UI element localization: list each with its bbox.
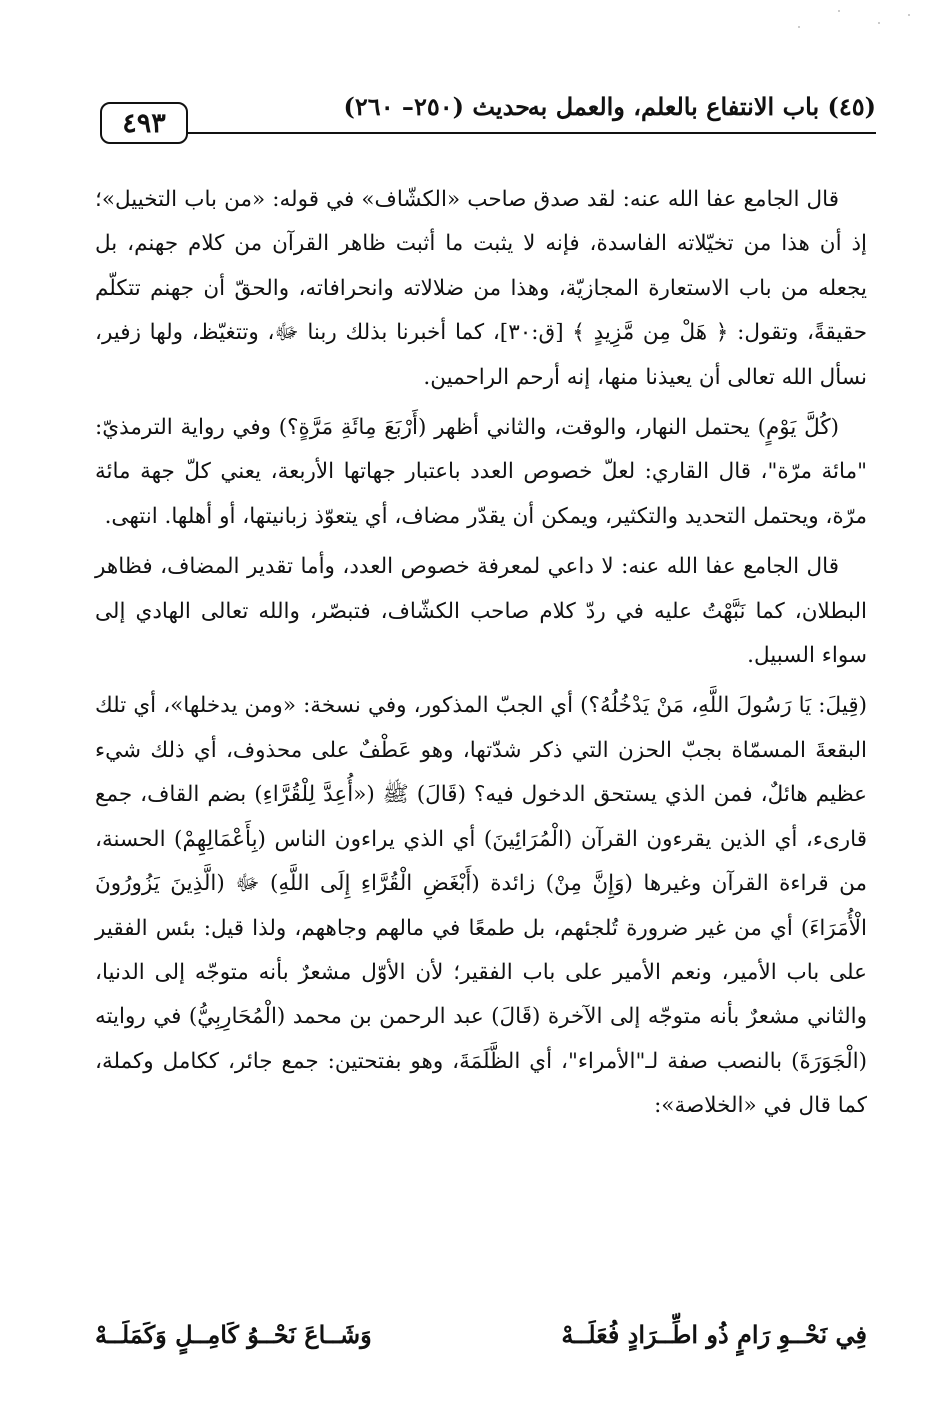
header-rule bbox=[182, 132, 876, 134]
scan-speckles bbox=[750, 0, 950, 40]
page-header bbox=[100, 92, 880, 148]
body-text bbox=[95, 178, 867, 1129]
page-number: ٤٩٣ bbox=[100, 102, 188, 144]
paragraph: (كُلَّ يَوْمٍ) يحتمل النهار، والوقت، والثاني أظهر (أَرْبَعَ مِائَةِ مَرَّةٍ؟) وفي رواية الترمذيّ: "مائة مرّة"، قال القاري: لعلّ خصوص العدد باعتبار جهاتها الأربعة، يعني كلّ جهة مائة مرّة، ويحتمل التحديد والتكثير، ويمكن أن يقدّر مضاف، أي يتعوّذ زبانيتها، أو أهلها. انتهى. bbox=[95, 415, 867, 529]
poetry-verse bbox=[95, 1312, 867, 1358]
verse-first-hemistich: فِي نَحْــوِ رَامٍ ذُو اطِّــرَادٍ فُعَلَــهْ bbox=[561, 1320, 867, 1349]
paragraph: قال الجامع عفا الله عنه: لقد صدق صاحب «الكشّاف» في قوله: «من باب التخييل»؛ إذ أن هذا من تخيّلاته الفاسدة، فإنه لا يثبت ما أثبت ظاهر القرآن من كلام جهنم، بل يجعله من باب الاستعارة المجازيّة، وهذا من ضلالاته وانحرافاته، والحقّ أن جهنم تتكلّم حقيقةً، وتقول: ﴿ هَلْ مِن مَّزِيدٍ ﴾ [ق:٣٠]، كما أخبرنا بذلك ربنا ﷻ، وتتغيّظ، ولها زفير، نسأل الله تعالى أن يعيذنا منها، إنه أرحم الراحمين. bbox=[95, 187, 868, 390]
hadith-range: حديث (٢٥٠– ٢٦٠) bbox=[343, 92, 530, 121]
chapter-title: (٤٥) باب الانتفاع بالعلم، والعمل به bbox=[527, 92, 876, 121]
paragraph: (قِيلَ: يَا رَسُولَ اللَّهِ، مَنْ يَدْخُلُهُ؟) أي الجبّ المذكور، وفي نسخة: «ومن يدخلها»، أي تلك البقعةَ المسمّاة بجبّ الحزن التي ذكر شدّتها، وهو عَطْفٌ على محذوف، أي ذلك شيء عظيم هائلٌ، فمن الذي يستحق الدخول فيه؟ (قَالَ) ﷺ («أُعِدَّ لِلْقُرَّاءِ) بضم القاف، جمع قارىء، أي الذين يقرءون القرآن (الْمُرَائِينَ) أي الذي يراءون الناس (بِأَعْمَالِهِمْ) الحسنة، من قراءة القرآن وغيرها (وَإِنَّ مِنْ) زائدة (أَبْغَضِ الْقُرَّاءِ إِلَى اللَّهِ) ﷻ (الَّذِينَ يَزُورُونَ الْأُمَرَاءَ) أي من غير ضرورة تُلجئهم، بل طمعًا في مالهم وجاههم، ولذا قيل: بئس الفقير على باب الأمير، ونعم الأمير على باب الفقير؛ لأن الأوّل مشعرٌ بأنه متوجّه إلى الدنيا، والثاني مشعرٌ بأنه متوجّه إلى الآخرة (قَالَ) عبد الرحمن بن محمد (الْمُحَارِبِيُّ) في روايته (الْجَوَرَةَ) بالنصب صفة لـ"الأمراء"، أي الظَّلَمَةَ، وهو بفتحتين: جمع جائر، ككامل وكملة، كما قال في «الخلاصة»: bbox=[95, 693, 867, 1119]
paragraph: قال الجامع عفا الله عنه: لا داعي لمعرفة خصوص العدد، وأما تقدير المضاف، فظاهر البطلان، كما نَبَّهْتُ عليه في ردّ كلام صاحب الكشّاف، فتبصّر، والله تعالى الهادي إلى سواء السبيل. bbox=[95, 554, 867, 669]
verse-second-hemistich: وَشَــاعَ نَحْــوُ كَامِــلٍ وَكَمَلَــهْ bbox=[95, 1320, 372, 1349]
